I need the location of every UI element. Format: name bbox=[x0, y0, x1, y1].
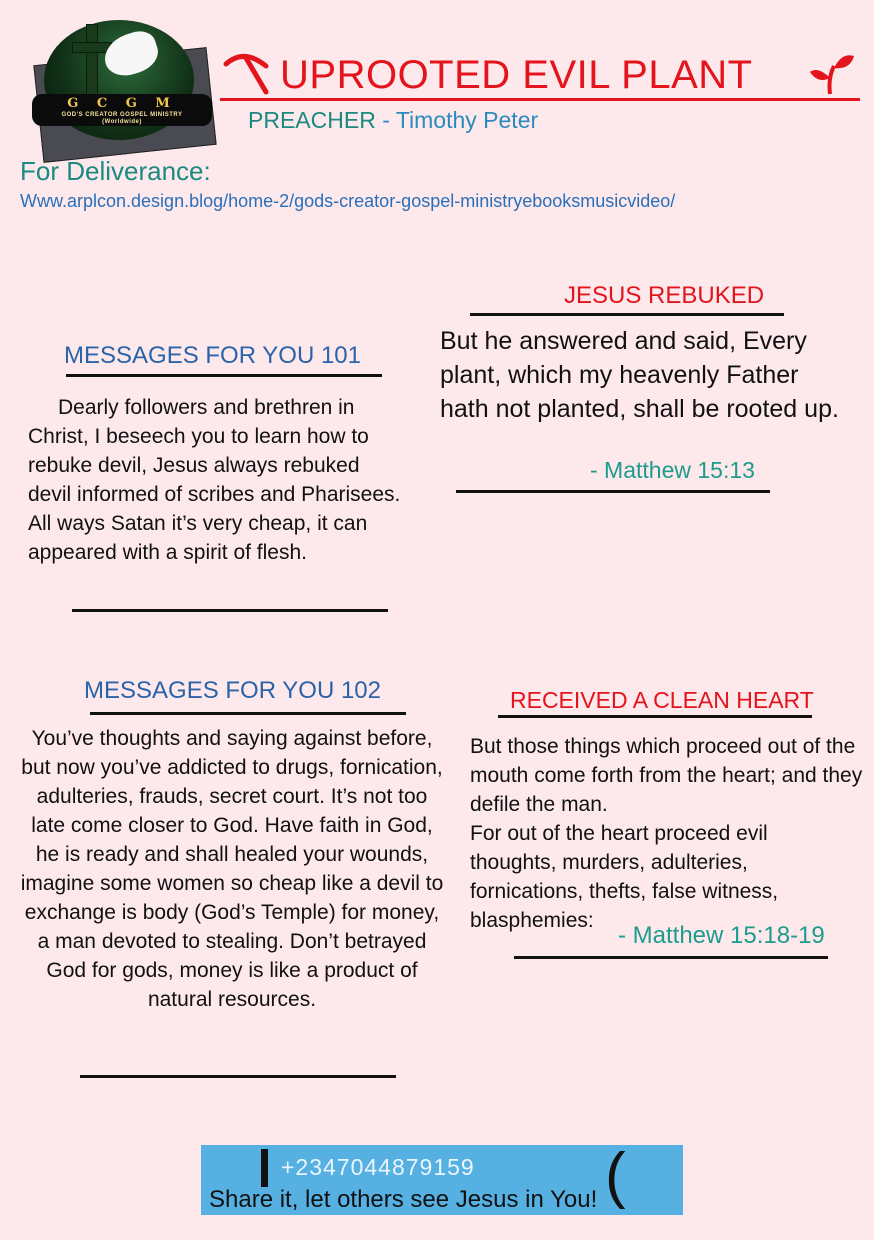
clean-heart-verse-1: But those things which proceed out of the mouth come forth from the heart; and they defile the man. bbox=[470, 735, 863, 816]
clean-heart-end-rule bbox=[514, 956, 828, 959]
messages-101-heading: MESSAGES FOR YOU 101 bbox=[64, 342, 361, 369]
logo-initials: G C G M bbox=[67, 96, 177, 111]
jesus-rebuked-heading-rule bbox=[470, 313, 784, 316]
sprout-icon bbox=[808, 52, 856, 96]
clean-heart-verse-2: For out of the heart proceed evil thoughts, murders, adulteries, fornications, thefts, false witness, blasphemies: bbox=[470, 822, 779, 932]
preacher-line bbox=[248, 106, 538, 134]
deliverance-label: For Deliverance: bbox=[20, 156, 211, 186]
messages-102-end-rule bbox=[80, 1075, 396, 1078]
logo-band bbox=[32, 94, 212, 126]
messages-102-body: You’ve thoughts and saying against before, but now you’ve addicted to drugs, fornication, adulteries, frauds, secret court. It’s not too late come closer to God. Have faith in God, he is ready and shall healed your wounds, imagine some women so cheap like a devil to exchange is body (God’s Temple) for money, a man devoted to stealing. Don’t betrayed God for gods, money is like a product of natural resources. bbox=[20, 727, 444, 1011]
paren-decoration: ( bbox=[605, 1141, 626, 1210]
jesus-rebuked-verse: But he answered and said, Every plant, which my heavenly Father hath not planted, shall be rooted up. bbox=[440, 327, 839, 423]
title-text: UPROOTED EVIL PLANT bbox=[280, 53, 753, 97]
jesus-rebuked-end-rule bbox=[456, 490, 770, 493]
clean-heart-heading: RECEIVED A CLEAN HEART bbox=[510, 687, 814, 713]
deliverance-link[interactable]: Www.arplcon.design.blog/home-2/gods-creator-gospel-ministryebooksmusicvideo/ bbox=[20, 191, 676, 211]
logo-tagline: (Worldwide) bbox=[102, 119, 142, 125]
preacher-label: PREACHER bbox=[248, 107, 376, 133]
clean-heart-heading-rule bbox=[498, 715, 812, 718]
share-message: Share it, let others see Jesus in You! bbox=[209, 1186, 598, 1213]
preacher-name: - Timothy Peter bbox=[382, 107, 539, 133]
messages-102-heading-rule bbox=[90, 712, 406, 715]
jesus-rebuked-reference: - Matthew 15:13 bbox=[590, 457, 755, 483]
logo-ministry-name: GOD'S CREATOR GOSPEL MINISTRY bbox=[61, 112, 183, 118]
messages-101-heading-rule bbox=[66, 374, 382, 377]
pickaxe-icon bbox=[222, 50, 270, 96]
share-banner bbox=[201, 1141, 683, 1215]
clean-heart-reference: - Matthew 15:18-19 bbox=[618, 922, 825, 949]
text-cursor-mark bbox=[261, 1149, 268, 1187]
ministry-logo bbox=[14, 16, 210, 142]
jesus-rebuked-heading: JESUS REBUKED bbox=[564, 282, 765, 309]
messages-101-end-rule bbox=[72, 609, 388, 612]
title-underline bbox=[220, 98, 860, 101]
messages-102-heading: MESSAGES FOR YOU 102 bbox=[84, 677, 381, 704]
phone-number[interactable]: +2347044879159 bbox=[281, 1154, 475, 1180]
cross-icon bbox=[86, 24, 98, 96]
page-title bbox=[220, 52, 860, 100]
messages-101-body: Dearly followers and brethren in Christ, I beseech you to learn how to rebuke devil, Jesus always rebuked devil informed of scribes and Pharisees. All ways Satan it’s very cheap, it can appeared with a spirit of flesh. bbox=[28, 396, 401, 564]
